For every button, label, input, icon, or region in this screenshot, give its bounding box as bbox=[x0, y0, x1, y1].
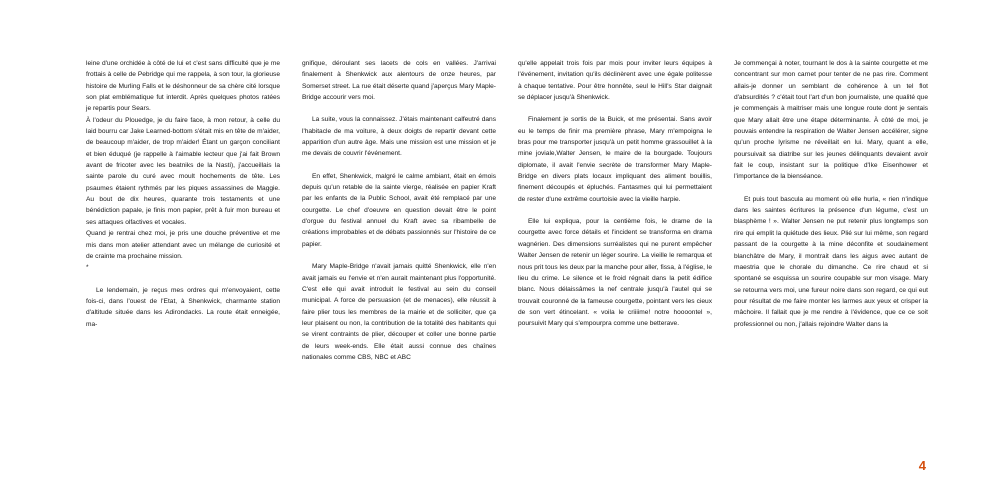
body-paragraph: À l'odeur du Plouedge, je du faire face, à mon retour, à celle du laid bourru car Jake Learned-bottom s'était mis en tête de m'aider, de beaucoup m'aider, de trop m'aider! Étant un garçon conciliant et bien éduqué (je rappelle à l'aimable lecteur que j'ai fait Brown avant de fricoter avec les beatniks de la Nasti), j'accueillais la sainte parole du curé avec moult hochements de tête. Les psaumes étaient rythmés par les piques assassines de Maggie. Au bout de dix heures, quarante trois testaments et une bénédiction papale, je finis mon papier, prêt à fuir mon bureau et ses attaques olfactives et vocales. bbox=[86, 116, 280, 226]
body-paragraph: La suite, vous la connaissez. J'étais maintenant calfeutré dans l'habitacle de ma voiture, à deux doigts de repartir devant cette apparition d'un autre âge. Mais une mission est une mission et je me devais de couvrir l'événement. bbox=[302, 116, 496, 158]
body-paragraph: Et puis tout bascula au moment où elle hurla, « rien n'indique dans les saintes écritures la présence d'un légume, c'est un blasphème ! ». Walter Jensen ne put retenir plus longtemps son rire qui emplit la quiétude des lieux. Plié sur lui même, son regard passant de la courgette à la mine déconfite et soudainement blanchâtre de Mary, il montrait dans les aigus avec autant de maestria que le chorale du dimanche. Ce rire chaud et si spontané se esquissa un sourire coupable sur mon visage. Mary se retourna vers moi, une fureur noire dans son regard, ce qui eut pour résultat de me faire monter les larmes aux yeux et crisper la mâchoire. Il fallait que je me rendre à l'évidence, que ce ce soit professionnel ou non, j'allais rejoindre Walter dans la bbox=[734, 195, 928, 328]
body-paragraph: gnifique, déroulant ses lacets de cols en vallées. J'arrivai finalement à Shenkwick aux alentours de onze heures, par Somerset street. La rue était déserte quand j'aperçus Mary Maple-Bridge accourir vers moi. bbox=[302, 60, 496, 102]
body-paragraph: Mary Maple-Bridge n'avait jamais quitté Shenkwick, elle n'en avait jamais eu l'envie et n'en aurait maintenant plus l'opportunité. C'est elle qui avait introduit le festival au sein du conseil municipal. A force de persuasion (et de menaces), elle réussit à faire plier tous les membres de la mairie et de solliciter, que ça leur plaisent ou non, la contribution de la totalité des habitants qui se virent contraints de plier, découper et coller une bonne partie de leurs week-ends. Elle était aussi connue des chaînes nationales comme CBS, NBC et ABC bbox=[302, 263, 496, 361]
column-1 bbox=[86, 58, 280, 363]
body-paragraph: Je commençai à noter, tournant le dos à la sainte courgette et me concentrant sur mon carnet pour tenter de ne pas rire. Comment allais-je donner un semblant de cohérence à un tel flot d'absurdités ? c'était tout l'art d'un bon journaliste, une qualité que je commençais à maitriser mais une longue route dont je sentais que Mary allait être une étape déterminante. À côté de moi, je pouvais entendre la respiration de Walter Jensen accélérer, signe qu'un proche lyrisme ne réveillait en lui. Mary, quant a elle, poursuivait sa diatribe sur les jeunes délinquants devaient avoir fait le coup, insistant sur la politique d'Ike Eisenhower et l'importance de la bienséance. bbox=[734, 60, 928, 181]
column-2 bbox=[302, 58, 496, 363]
body-paragraph: Quand je rentrai chez moi, je pris une douche préventive et me mis dans mon atelier attendant avec un mélange de curiosité et de crainte ma prochaine mission. bbox=[86, 230, 280, 260]
body-paragraph: Le lendemain, je reçus mes ordres qui m'envoyaient, cette fois-ci, dans l'ouest de l'Etat, à Shenkwick, charmante station d'altitude située dans les Adirondacks. La route était enneigée, ma- bbox=[86, 286, 280, 328]
body-paragraph: Finalement je sortis de la Buick, et me présentai. Sans avoir eu le temps de finir ma première phrase, Mary m'empoigna le bras pour me transporter jusqu'à un petit homme grassouillet à la mine joviale,Walter Jensen, le maire de la bourgade. Toujours diplomate, il avait l'envie secrète de transformer Mary Maple-Bridge en divers plats locaux impliquant des aliment bouillis, finement découpés et épluchés. Fantasmes qui lui permettaient de rester d'une extrême courtoisie avec la vieille harpie. bbox=[518, 116, 712, 203]
body-paragraph: En effet, Shenkwick, malgré le calme ambiant, était en émois depuis qu'un retable de la sainte vierge, réalisée en papier Kraft par les enfants de la Public School, avait été remplacé par une courgette. Le chef d'oeuvre en question devait être le point d'orgue du festival annuel du Kraft avec sa ribambelle de créations improbables et de débats passionnés sur l'histoire de ce papier. bbox=[302, 172, 496, 248]
section-separator: * bbox=[86, 264, 89, 272]
page-number: 4 bbox=[918, 458, 926, 473]
body-paragraph: qu'elle appelait trois fois par mois pour inviter leurs équipes à l'événement, invitation qu'ils déclinèrent avec une égale politesse à chaque tentative. Pour être honnête, seul le Hill's Star daignait se déplacer jusqu'à Shenkwick. bbox=[518, 60, 712, 102]
column-3 bbox=[518, 58, 712, 363]
text-columns bbox=[86, 58, 928, 363]
column-4 bbox=[734, 58, 928, 363]
body-paragraph: leine d'une orchidée à côté de lui et c'est sans difficulté que je me frottais à celle de Pebridge qui me rappela, à son tour, la glorieuse histoire de Murling Falls et le déshonneur de sa chère cité lorsque son plat emblématique fut interdit. Après quelques photos ratées je repartis pour Sears. bbox=[86, 60, 280, 113]
body-paragraph: Elle lui expliqua, pour la centième fois, le drame de la courgette avec force détails et l'incident se transforma en drama wagnérien. Des dimensions surréalistes qui ne purent empêcher Walter Jensen de retenir un léger sourire. La vieille le remarqua et nous prit tous les deux par la manche pour aller, fissa, à l'église, le lieu du crime. Le silence et le froid régnait dans la petit édifice blanc. Nous délaissâmes la nef centrale jusqu'à l'autel qui se trouvait couronné de la fameuse courgette, pointant vers les cieux de son vert étincelant. « voila le criiiime! notre hoooontel », poursuivit Mary qui s'empourpra comme une betterave. bbox=[518, 218, 712, 328]
